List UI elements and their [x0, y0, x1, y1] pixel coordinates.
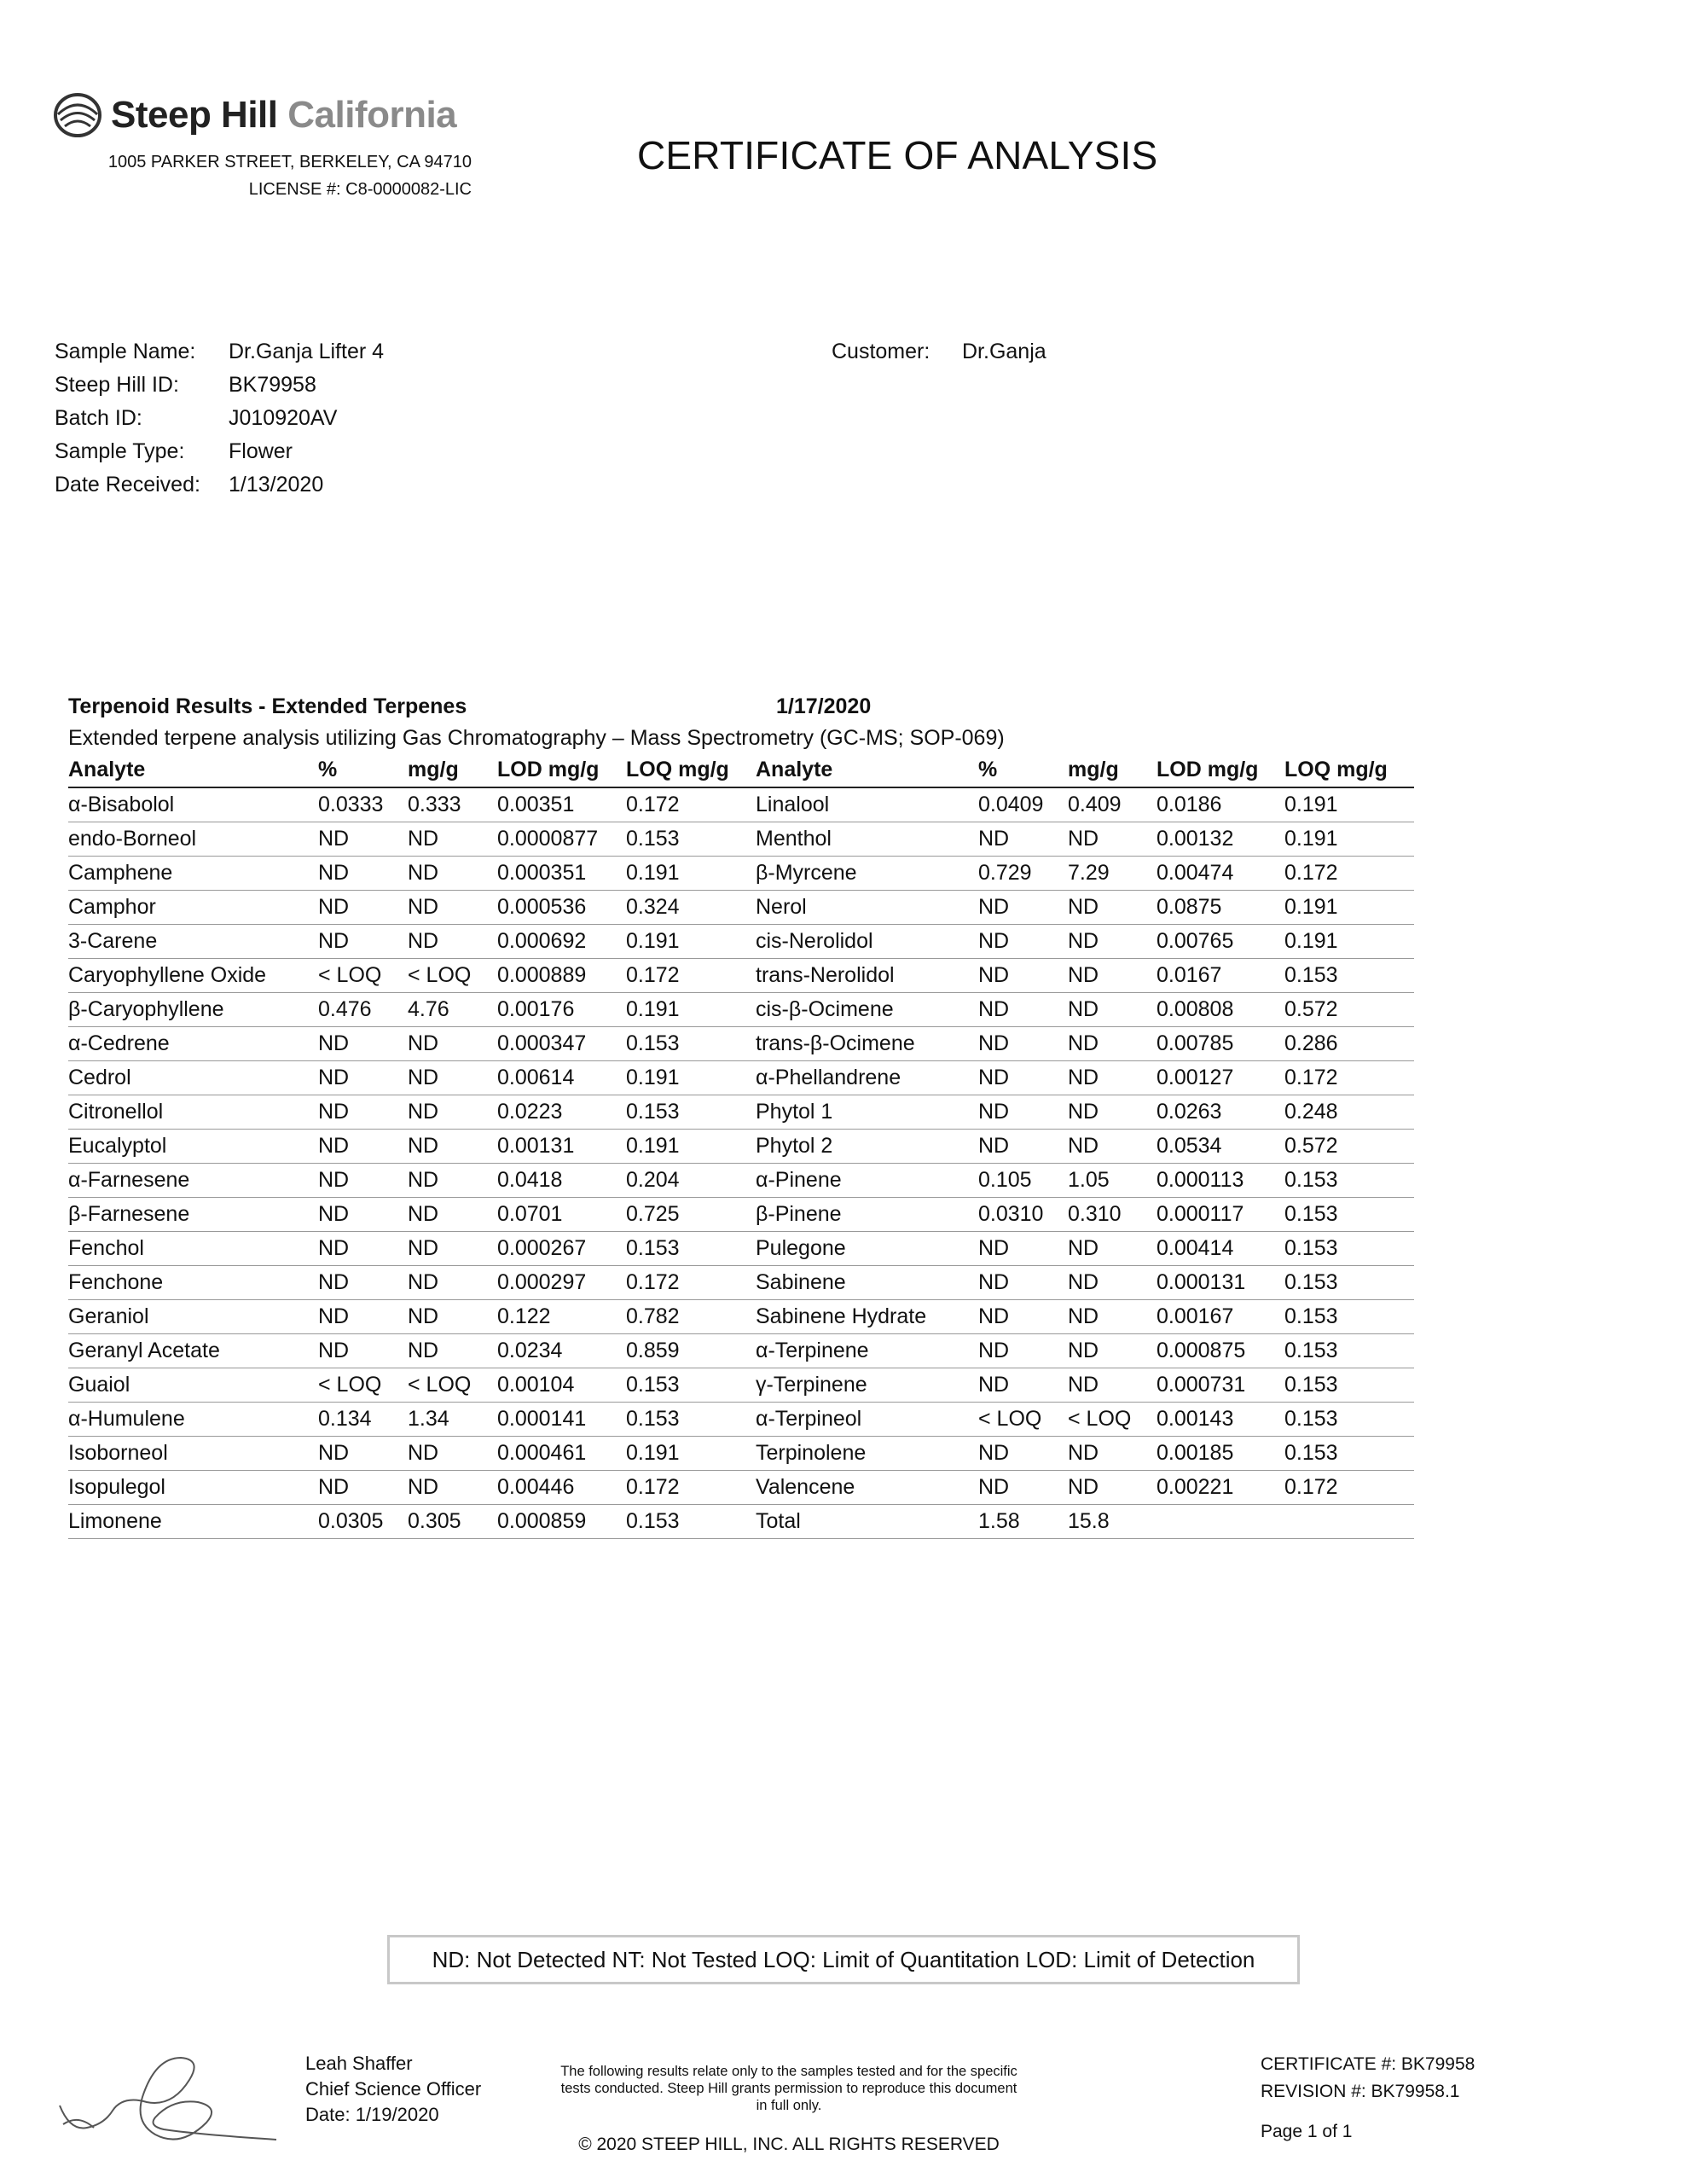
table-cell: ND: [318, 1236, 350, 1260]
table-cell: ND: [978, 1304, 1010, 1328]
table-cell: 0.00785: [1157, 1031, 1234, 1055]
table-cell: ND: [318, 895, 350, 919]
table-cell: 0.191: [626, 1134, 680, 1158]
table-cell: < LOQ: [1068, 1407, 1132, 1431]
table-cell: 0.153: [626, 1031, 680, 1055]
table-cell: ND: [1068, 1304, 1099, 1328]
signed-date: Date: 1/19/2020: [305, 2104, 439, 2125]
table-cell: Fenchol: [68, 1236, 144, 1260]
table-cell: 0.305: [408, 1509, 461, 1533]
table-cell: 0.000461: [497, 1441, 587, 1465]
table-cell: 0.172: [1284, 1475, 1338, 1499]
table-cell: 0.248: [1284, 1100, 1338, 1124]
table-cell: ND: [1068, 895, 1099, 919]
table-cell: 0.105: [978, 1168, 1032, 1192]
table-cell: 0.00446: [497, 1475, 575, 1499]
table-cell: 1.58: [978, 1509, 1020, 1533]
table-cell: 0.00765: [1157, 929, 1234, 953]
logo-wordmark: [111, 94, 456, 136]
table-cell: 0.286: [1284, 1031, 1338, 1055]
table-cell: 0.191: [1284, 827, 1338, 851]
table-cell: β-Pinene: [756, 1202, 842, 1226]
table-cell: 0.153: [626, 1373, 680, 1397]
table-cell: 0.0167: [1157, 963, 1222, 987]
table-cell: 0.000297: [497, 1270, 587, 1294]
table-cell: 0.153: [1284, 1168, 1338, 1192]
table-cell: ND: [318, 1100, 350, 1124]
table-cell: 0.153: [1284, 1270, 1338, 1294]
table-cell: 0.000117: [1157, 1202, 1244, 1226]
disclaimer-text: The following results relate only to the samples tested and for the specific tests conducted. Steep Hill grants permission to reproduce this document in full only.: [560, 2064, 1017, 2113]
table-cell: 0.00131: [497, 1134, 575, 1158]
table-cell: 0.00221: [1157, 1475, 1234, 1499]
table-row: [68, 1403, 1414, 1437]
table-cell: ND: [408, 1066, 439, 1089]
table-cell: 0.0263: [1157, 1100, 1222, 1124]
table-row: [68, 1164, 1414, 1198]
table-cell: Menthol: [756, 827, 832, 851]
table-row: [68, 993, 1414, 1027]
table-cell: 0.153: [626, 1509, 680, 1533]
table-cell: 0.476: [318, 997, 372, 1021]
table-cell: 1.05: [1068, 1168, 1110, 1192]
date-received-value: 1/13/2020: [229, 473, 324, 497]
table-cell: ND: [978, 1066, 1010, 1089]
table-cell: 0.00143: [1157, 1407, 1234, 1431]
table-cell: Pulegone: [756, 1236, 846, 1260]
table-cell: 0.191: [626, 1066, 680, 1089]
table-cell: 0.204: [626, 1168, 680, 1192]
table-cell: 0.00104: [497, 1373, 575, 1397]
table-cell: α-Pinene: [756, 1168, 842, 1192]
table-cell: ND: [408, 1441, 439, 1465]
table-cell: ND: [318, 861, 350, 885]
abbreviation-legend: ND: Not Detected NT: Not Tested LOQ: Limit of Quantitation LOD: Limit of Detection: [387, 1935, 1300, 1984]
table-cell: α-Terpinene: [756, 1339, 869, 1362]
table-cell: γ-Terpinene: [756, 1373, 867, 1397]
table-cell: α-Humulene: [68, 1407, 185, 1431]
sample-type-label: Sample Type:: [55, 439, 185, 463]
sample-name-value: Dr.Ganja Lifter 4: [229, 340, 385, 363]
table-cell: Cedrol: [68, 1066, 131, 1089]
table-cell: ND: [408, 1031, 439, 1055]
table-cell: 0.00132: [1157, 827, 1234, 851]
table-cell: 0.153: [1284, 1236, 1338, 1260]
table-cell: 0.000692: [497, 929, 587, 953]
company-logo: [53, 92, 456, 138]
table-cell: Isoborneol: [68, 1441, 168, 1465]
table-cell: ND: [1068, 963, 1099, 987]
signer-title: Chief Science Officer: [305, 2078, 482, 2100]
batch-id-label: Batch ID:: [55, 406, 142, 430]
table-cell: ND: [408, 1100, 439, 1124]
table-cell: ND: [408, 1202, 439, 1226]
table-cell: ND: [408, 1339, 439, 1362]
section-description: Extended terpene analysis utilizing Gas Chromatography – Mass Spectrometry (GC-MS; SOP-069): [68, 726, 1005, 750]
table-cell: 0.153: [1284, 1373, 1338, 1397]
table-cell: 15.8: [1068, 1509, 1110, 1533]
header-cell: Analyte: [68, 758, 146, 781]
table-header-row: [68, 753, 1414, 788]
logo-bold-text: Steep Hill: [111, 94, 278, 136]
header-cell: Analyte: [756, 758, 833, 781]
header-cell: LOQ mg/g: [626, 758, 729, 781]
table-cell: Linalool: [756, 793, 830, 816]
table-cell: 4.76: [408, 997, 449, 1021]
table-cell: ND: [978, 1270, 1010, 1294]
table-cell: 0.0186: [1157, 793, 1222, 816]
table-cell: 0.172: [626, 1475, 680, 1499]
table-cell: trans-β-Ocimene: [756, 1031, 915, 1055]
table-cell: Phytol 2: [756, 1134, 833, 1158]
section-date: 1/17/2020: [776, 694, 872, 718]
table-cell: ND: [408, 929, 439, 953]
table-cell: ND: [408, 895, 439, 919]
table-cell: ND: [1068, 1339, 1099, 1362]
table-cell: ND: [318, 1304, 350, 1328]
table-cell: 0.153: [1284, 1339, 1338, 1362]
table-cell: 0.0534: [1157, 1134, 1222, 1158]
table-cell: ND: [318, 1168, 350, 1192]
table-cell: ND: [318, 1339, 350, 1362]
table-cell: 0.0701: [497, 1202, 563, 1226]
table-cell: ND: [1068, 1270, 1099, 1294]
table-cell: Valencene: [756, 1475, 855, 1499]
table-cell: Nerol: [756, 895, 807, 919]
table-cell: α-Phellandrene: [756, 1066, 901, 1089]
table-cell: 0.153: [626, 1100, 680, 1124]
table-cell: α-Terpineol: [756, 1407, 862, 1431]
table-cell: Geranyl Acetate: [68, 1339, 220, 1362]
table-cell: ND: [408, 1168, 439, 1192]
table-cell: 0.122: [497, 1304, 551, 1328]
table-cell: Limonene: [68, 1509, 162, 1533]
table-row: [68, 1130, 1414, 1164]
table-cell: ND: [318, 1134, 350, 1158]
table-cell: 0.0333: [318, 793, 384, 816]
header-cell: LOQ mg/g: [1284, 758, 1388, 781]
table-cell: ND: [1068, 997, 1099, 1021]
customer-label: Customer:: [832, 340, 930, 363]
table-row: [68, 1334, 1414, 1368]
table-cell: ND: [318, 1202, 350, 1226]
table-cell: 0.00614: [497, 1066, 575, 1089]
page-number: Page 1 of 1: [1261, 2122, 1353, 2141]
table-cell: ND: [978, 895, 1010, 919]
table-cell: 0.782: [626, 1304, 680, 1328]
table-cell: β-Myrcene: [756, 861, 857, 885]
table-row: [68, 1027, 1414, 1061]
table-row: [68, 1437, 1414, 1471]
table-cell: 0.191: [1284, 929, 1338, 953]
table-cell: 0.0000877: [497, 827, 599, 851]
table-cell: Sabinene: [756, 1270, 846, 1294]
table-cell: Eucalyptol: [68, 1134, 167, 1158]
table-cell: ND: [408, 1304, 439, 1328]
table-cell: Total: [756, 1509, 801, 1533]
table-cell: < LOQ: [318, 1373, 382, 1397]
customer-value: Dr.Ganja: [962, 340, 1046, 363]
table-cell: < LOQ: [408, 1373, 472, 1397]
terpene-results-table: [68, 753, 1414, 1539]
table-cell: 0.0418: [497, 1168, 563, 1192]
table-cell: Terpinolene: [756, 1441, 867, 1465]
table-cell: ND: [408, 1134, 439, 1158]
signer-name: Leah Shaffer: [305, 2053, 413, 2074]
table-row: [68, 925, 1414, 959]
table-row: [68, 1300, 1414, 1334]
table-cell: ND: [978, 1031, 1010, 1055]
header-cell: %: [978, 758, 998, 781]
table-cell: 3-Carene: [68, 929, 158, 953]
table-cell: β-Farnesene: [68, 1202, 190, 1226]
table-cell: ND: [978, 929, 1010, 953]
table-cell: β-Caryophyllene: [68, 997, 224, 1021]
table-row: [68, 1095, 1414, 1130]
table-cell: Geraniol: [68, 1304, 149, 1328]
table-cell: Camphor: [68, 895, 156, 919]
table-cell: Citronellol: [68, 1100, 164, 1124]
table-cell: 0.000131: [1157, 1270, 1246, 1294]
table-row: [68, 1198, 1414, 1232]
date-received-label: Date Received:: [55, 473, 200, 497]
table-cell: ND: [978, 1441, 1010, 1465]
table-cell: 0.000141: [497, 1407, 587, 1431]
table-row: [68, 857, 1414, 891]
table-cell: ND: [1068, 1441, 1099, 1465]
table-cell: 0.191: [626, 1441, 680, 1465]
table-cell: 0.00176: [497, 997, 575, 1021]
table-cell: endo-Borneol: [68, 827, 197, 851]
table-cell: 0.153: [1284, 1407, 1338, 1431]
table-cell: 0.000536: [497, 895, 587, 919]
header-cell: %: [318, 758, 338, 781]
table-row: [68, 891, 1414, 925]
table-cell: ND: [1068, 827, 1099, 851]
header-cell: mg/g: [408, 758, 459, 781]
table-cell: ND: [1068, 1373, 1099, 1397]
table-cell: 0.000113: [1157, 1168, 1244, 1192]
table-cell: 0.153: [626, 1407, 680, 1431]
table-cell: 0.153: [626, 1236, 680, 1260]
table-cell: 0.333: [408, 793, 461, 816]
table-row: [68, 1266, 1414, 1300]
table-cell: 0.191: [626, 997, 680, 1021]
table-cell: ND: [408, 1475, 439, 1499]
table-cell: 0.191: [1284, 793, 1338, 816]
table-cell: 0.000889: [497, 963, 587, 987]
revision-number: REVISION #: BK79958.1: [1261, 2082, 1460, 2101]
table-cell: 0.000347: [497, 1031, 587, 1055]
header-cell: LOD mg/g: [1157, 758, 1259, 781]
table-cell: 0.409: [1068, 793, 1122, 816]
table-cell: 0.00414: [1157, 1236, 1234, 1260]
table-cell: 0.00351: [497, 793, 575, 816]
steep-hill-logo-icon: [53, 92, 102, 138]
table-cell: 0.172: [626, 1270, 680, 1294]
table-cell: 7.29: [1068, 861, 1110, 885]
table-cell: ND: [408, 1236, 439, 1260]
table-cell: 0.172: [1284, 1066, 1338, 1089]
table-cell: ND: [318, 929, 350, 953]
table-cell: 0.00127: [1157, 1066, 1234, 1089]
table-cell: ND: [1068, 1100, 1099, 1124]
table-cell: ND: [978, 963, 1010, 987]
table-cell: ND: [408, 827, 439, 851]
table-cell: 0.153: [1284, 1304, 1338, 1328]
table-cell: Caryophyllene Oxide: [68, 963, 267, 987]
table-body: [68, 788, 1414, 1539]
table-cell: ND: [1068, 1475, 1099, 1499]
sample-type-value: Flower: [229, 439, 293, 463]
table-cell: 0.0310: [978, 1202, 1044, 1226]
table-cell: 0.0305: [318, 1509, 384, 1533]
table-cell: α-Bisabolol: [68, 793, 175, 816]
table-cell: ND: [1068, 1066, 1099, 1089]
table-cell: ND: [978, 1373, 1010, 1397]
table-cell: 1.34: [408, 1407, 449, 1431]
table-cell: α-Farnesene: [68, 1168, 190, 1192]
table-cell: 0.000731: [1157, 1373, 1246, 1397]
table-cell: Sabinene Hydrate: [756, 1304, 927, 1328]
table-cell: 0.859: [626, 1339, 680, 1362]
table-cell: ND: [318, 1031, 350, 1055]
table-row: [68, 959, 1414, 993]
table-cell: 0.172: [626, 793, 680, 816]
table-row: [68, 1505, 1414, 1539]
table-cell: ND: [318, 1066, 350, 1089]
signature-image: [53, 2046, 283, 2148]
table-cell: ND: [1068, 1031, 1099, 1055]
table-cell: ND: [318, 1475, 350, 1499]
table-cell: < LOQ: [318, 963, 382, 987]
table-cell: 0.000351: [497, 861, 587, 885]
table-cell: 0.191: [626, 929, 680, 953]
batch-id-value: J010920AV: [229, 406, 338, 430]
table-cell: 0.172: [1284, 861, 1338, 885]
table-cell: 0.191: [626, 861, 680, 885]
table-cell: ND: [318, 1441, 350, 1465]
table-cell: ND: [978, 1100, 1010, 1124]
table-cell: cis-Nerolidol: [756, 929, 873, 953]
table-cell: 0.153: [1284, 1202, 1338, 1226]
header-cell: LOD mg/g: [497, 758, 600, 781]
table-cell: 0.00474: [1157, 861, 1234, 885]
table-row: [68, 1368, 1414, 1403]
table-cell: 0.0234: [497, 1339, 563, 1362]
table-cell: 0.729: [978, 861, 1032, 885]
table-cell: 0.000875: [1157, 1339, 1246, 1362]
table-cell: Camphene: [68, 861, 173, 885]
table-cell: ND: [408, 1270, 439, 1294]
table-cell: 0.310: [1068, 1202, 1122, 1226]
table-cell: 0.00808: [1157, 997, 1234, 1021]
table-cell: Isopulegol: [68, 1475, 165, 1499]
table-cell: ND: [978, 1134, 1010, 1158]
table-cell: trans-Nerolidol: [756, 963, 895, 987]
table-cell: ND: [318, 827, 350, 851]
table-cell: 0.191: [1284, 895, 1338, 919]
table-cell: 0.00167: [1157, 1304, 1234, 1328]
lab-license: LICENSE #: C8-0000082-LIC: [248, 180, 472, 199]
table-row: [68, 788, 1414, 822]
table-cell: ND: [978, 1236, 1010, 1260]
table-cell: cis-β-Ocimene: [756, 997, 894, 1021]
table-cell: ND: [408, 861, 439, 885]
copyright-text: © 2020 STEEP HILL, INC. ALL RIGHTS RESERVED: [578, 2135, 1000, 2154]
table-cell: ND: [318, 1270, 350, 1294]
table-row: [68, 1232, 1414, 1266]
table-cell: 0.324: [626, 895, 680, 919]
table-cell: 0.572: [1284, 997, 1338, 1021]
table-cell: < LOQ: [408, 963, 472, 987]
table-row: [68, 1061, 1414, 1095]
table-cell: ND: [1068, 1134, 1099, 1158]
table-cell: 0.572: [1284, 1134, 1338, 1158]
table-cell: ND: [978, 997, 1010, 1021]
table-cell: α-Cedrene: [68, 1031, 170, 1055]
table-cell: ND: [978, 827, 1010, 851]
table-row: [68, 1471, 1414, 1505]
document-title: CERTIFICATE OF ANALYSIS: [637, 133, 1158, 177]
lab-address: 1005 PARKER STREET, BERKELEY, CA 94710: [107, 153, 472, 171]
table-cell: ND: [978, 1339, 1010, 1362]
table-cell: 0.0409: [978, 793, 1044, 816]
table-cell: 0.0223: [497, 1100, 563, 1124]
table-cell: 0.0875: [1157, 895, 1222, 919]
table-cell: Fenchone: [68, 1270, 164, 1294]
table-cell: ND: [978, 1475, 1010, 1499]
table-cell: ND: [1068, 1236, 1099, 1260]
steep-hill-id-label: Steep Hill ID:: [55, 373, 179, 397]
table-cell: 0.134: [318, 1407, 372, 1431]
table-cell: ND: [1068, 929, 1099, 953]
table-row: [68, 822, 1414, 857]
table-cell: 0.153: [1284, 1441, 1338, 1465]
table-cell: Phytol 1: [756, 1100, 833, 1124]
certificate-number: CERTIFICATE #: BK79958: [1261, 2054, 1475, 2074]
table-cell: 0.172: [626, 963, 680, 987]
table-cell: < LOQ: [978, 1407, 1042, 1431]
table-cell: 0.725: [626, 1202, 680, 1226]
table-cell: 0.00185: [1157, 1441, 1234, 1465]
header-cell: mg/g: [1068, 758, 1119, 781]
logo-light-text: California: [287, 94, 457, 136]
table-cell: 0.000267: [497, 1236, 587, 1260]
table-cell: 0.153: [626, 827, 680, 851]
table-cell: 0.000859: [497, 1509, 587, 1533]
table-cell: 0.153: [1284, 963, 1338, 987]
sample-name-label: Sample Name:: [55, 340, 196, 363]
section-title: Terpenoid Results - Extended Terpenes: [68, 694, 467, 718]
table-cell: Guaiol: [68, 1373, 130, 1397]
steep-hill-id-value: BK79958: [229, 373, 316, 397]
